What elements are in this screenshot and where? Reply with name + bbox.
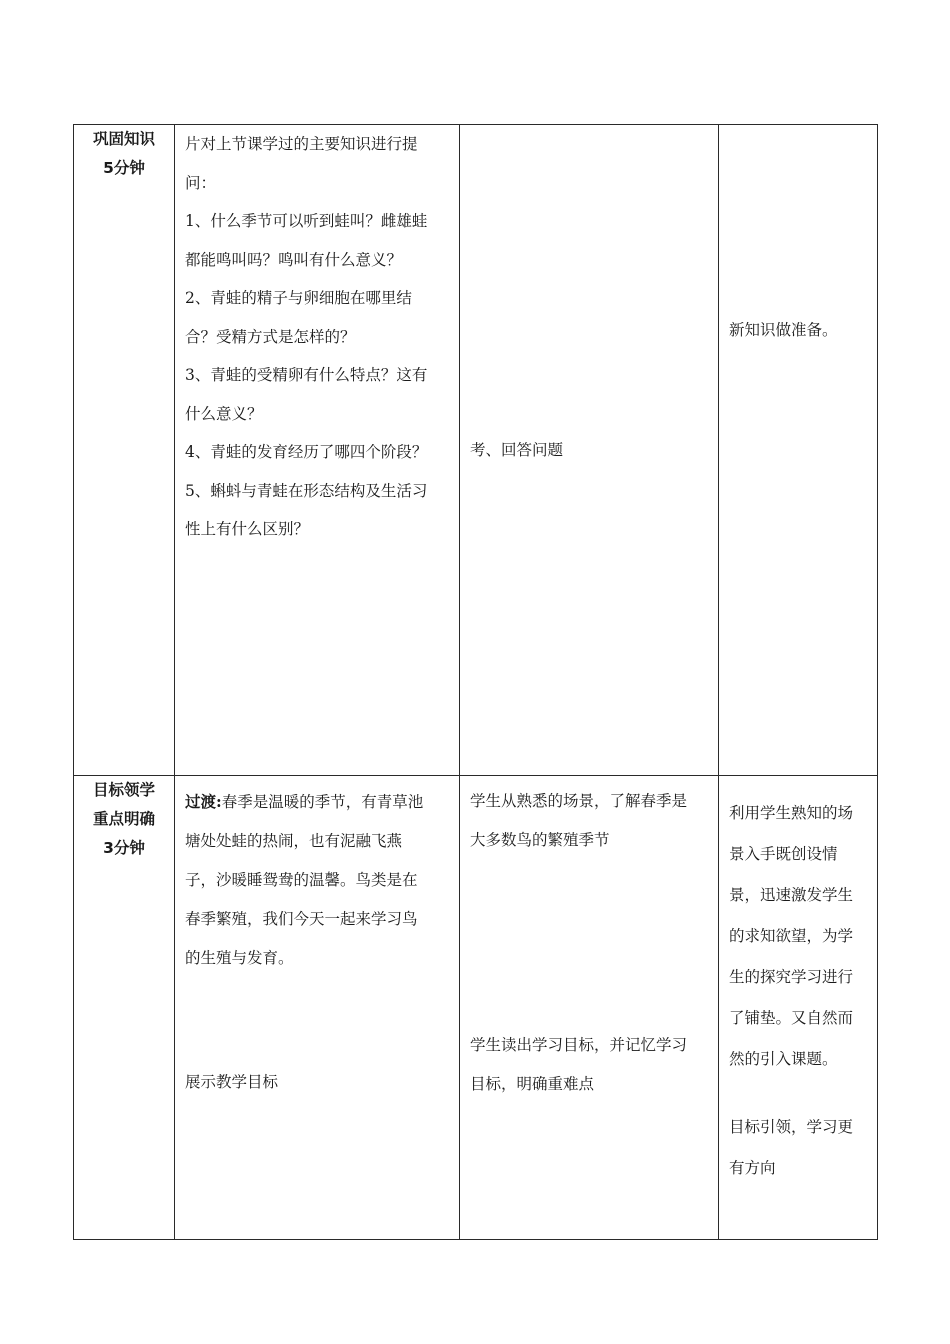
teacher-line: 片对上节课学过的主要知识进行提 — [185, 135, 418, 153]
stage-duration: 3分钟 — [103, 839, 145, 857]
table-row — [74, 125, 878, 776]
design-line: 的求知欲望，为学 — [729, 927, 854, 945]
student-line: 大多数鸟的繁殖季节 — [470, 831, 610, 849]
teacher-line — [185, 782, 449, 822]
student-activity-cell — [460, 776, 719, 1240]
lesson-plan-table — [73, 124, 878, 1240]
design-intent-cell — [719, 776, 878, 1240]
stage-title: 目标领学 — [92, 781, 155, 799]
design-intent-cell — [719, 125, 878, 776]
teacher-line: 2、青蛙的精子与卵细胞在哪里结 — [185, 289, 412, 307]
table-row — [74, 776, 878, 1240]
transition-text: 春季是温暖的季节，有青草池 — [221, 793, 424, 811]
design-line: 新知识做准备。 — [729, 321, 838, 339]
teacher-line: 春季繁殖，我们今天一起来学习鸟 — [185, 910, 418, 928]
design-line: 目标引领，学习更 — [729, 1118, 854, 1136]
design-line: 利用学生熟知的场 — [729, 804, 854, 822]
design-line: 生的探究学习进行 — [729, 968, 854, 986]
teacher-line: 合？受精方式是怎样的？ — [185, 327, 356, 346]
teacher-line: 4、青蛙的发育经历了哪四个阶段？ — [185, 443, 428, 461]
teacher-line: 塘处处蛙的热闹，也有泥融飞燕 — [185, 832, 403, 850]
teacher-line: 子，沙暖睡鸳鸯的温馨。鸟类是在 — [185, 871, 418, 889]
student-activity-cell — [460, 125, 719, 776]
teacher-line: 的生殖与发育。 — [185, 949, 294, 967]
design-line: 景入手既创设情 — [729, 845, 838, 863]
stage-cell — [74, 125, 175, 776]
design-line: 景，迅速激发学生 — [729, 886, 854, 904]
teacher-activity-cell — [175, 125, 460, 776]
teacher-line: 展示教学目标 — [185, 1073, 279, 1091]
stage-cell — [74, 776, 175, 1240]
design-line: 了铺垫。又自然而 — [729, 1009, 854, 1027]
teacher-line: 3、青蛙的受精卵有什么特点？这有 — [185, 366, 428, 384]
design-line: 然的引入课题。 — [729, 1050, 838, 1068]
design-line: 有方向 — [729, 1159, 776, 1177]
stage-title: 巩固知识 — [92, 130, 155, 148]
teacher-line: 1、什么季节可以听到蛙叫？雌雄蛙 — [185, 212, 428, 230]
transition-label: 过渡: — [185, 792, 222, 811]
stage-duration: 5分钟 — [103, 159, 145, 177]
teacher-line: 性上有什么区别？ — [185, 520, 310, 538]
student-line: 目标，明确重难点 — [470, 1075, 595, 1093]
student-line: 学生读出学习目标，并记忆学习 — [470, 1036, 688, 1054]
teacher-line: 什么意义？ — [185, 404, 263, 423]
teacher-line: 5、蝌蚪与青蛙在形态结构及生活习 — [185, 481, 428, 500]
student-line: 考、回答问题 — [470, 440, 564, 459]
teacher-line: 问： — [185, 173, 217, 192]
stage-subtitle: 重点明确 — [92, 810, 155, 828]
student-line: 学生从熟悉的场景，了解春季是 — [470, 792, 688, 810]
teacher-activity-cell — [175, 776, 460, 1240]
teacher-line: 都能鸣叫吗？鸣叫有什么意义？ — [185, 250, 403, 269]
